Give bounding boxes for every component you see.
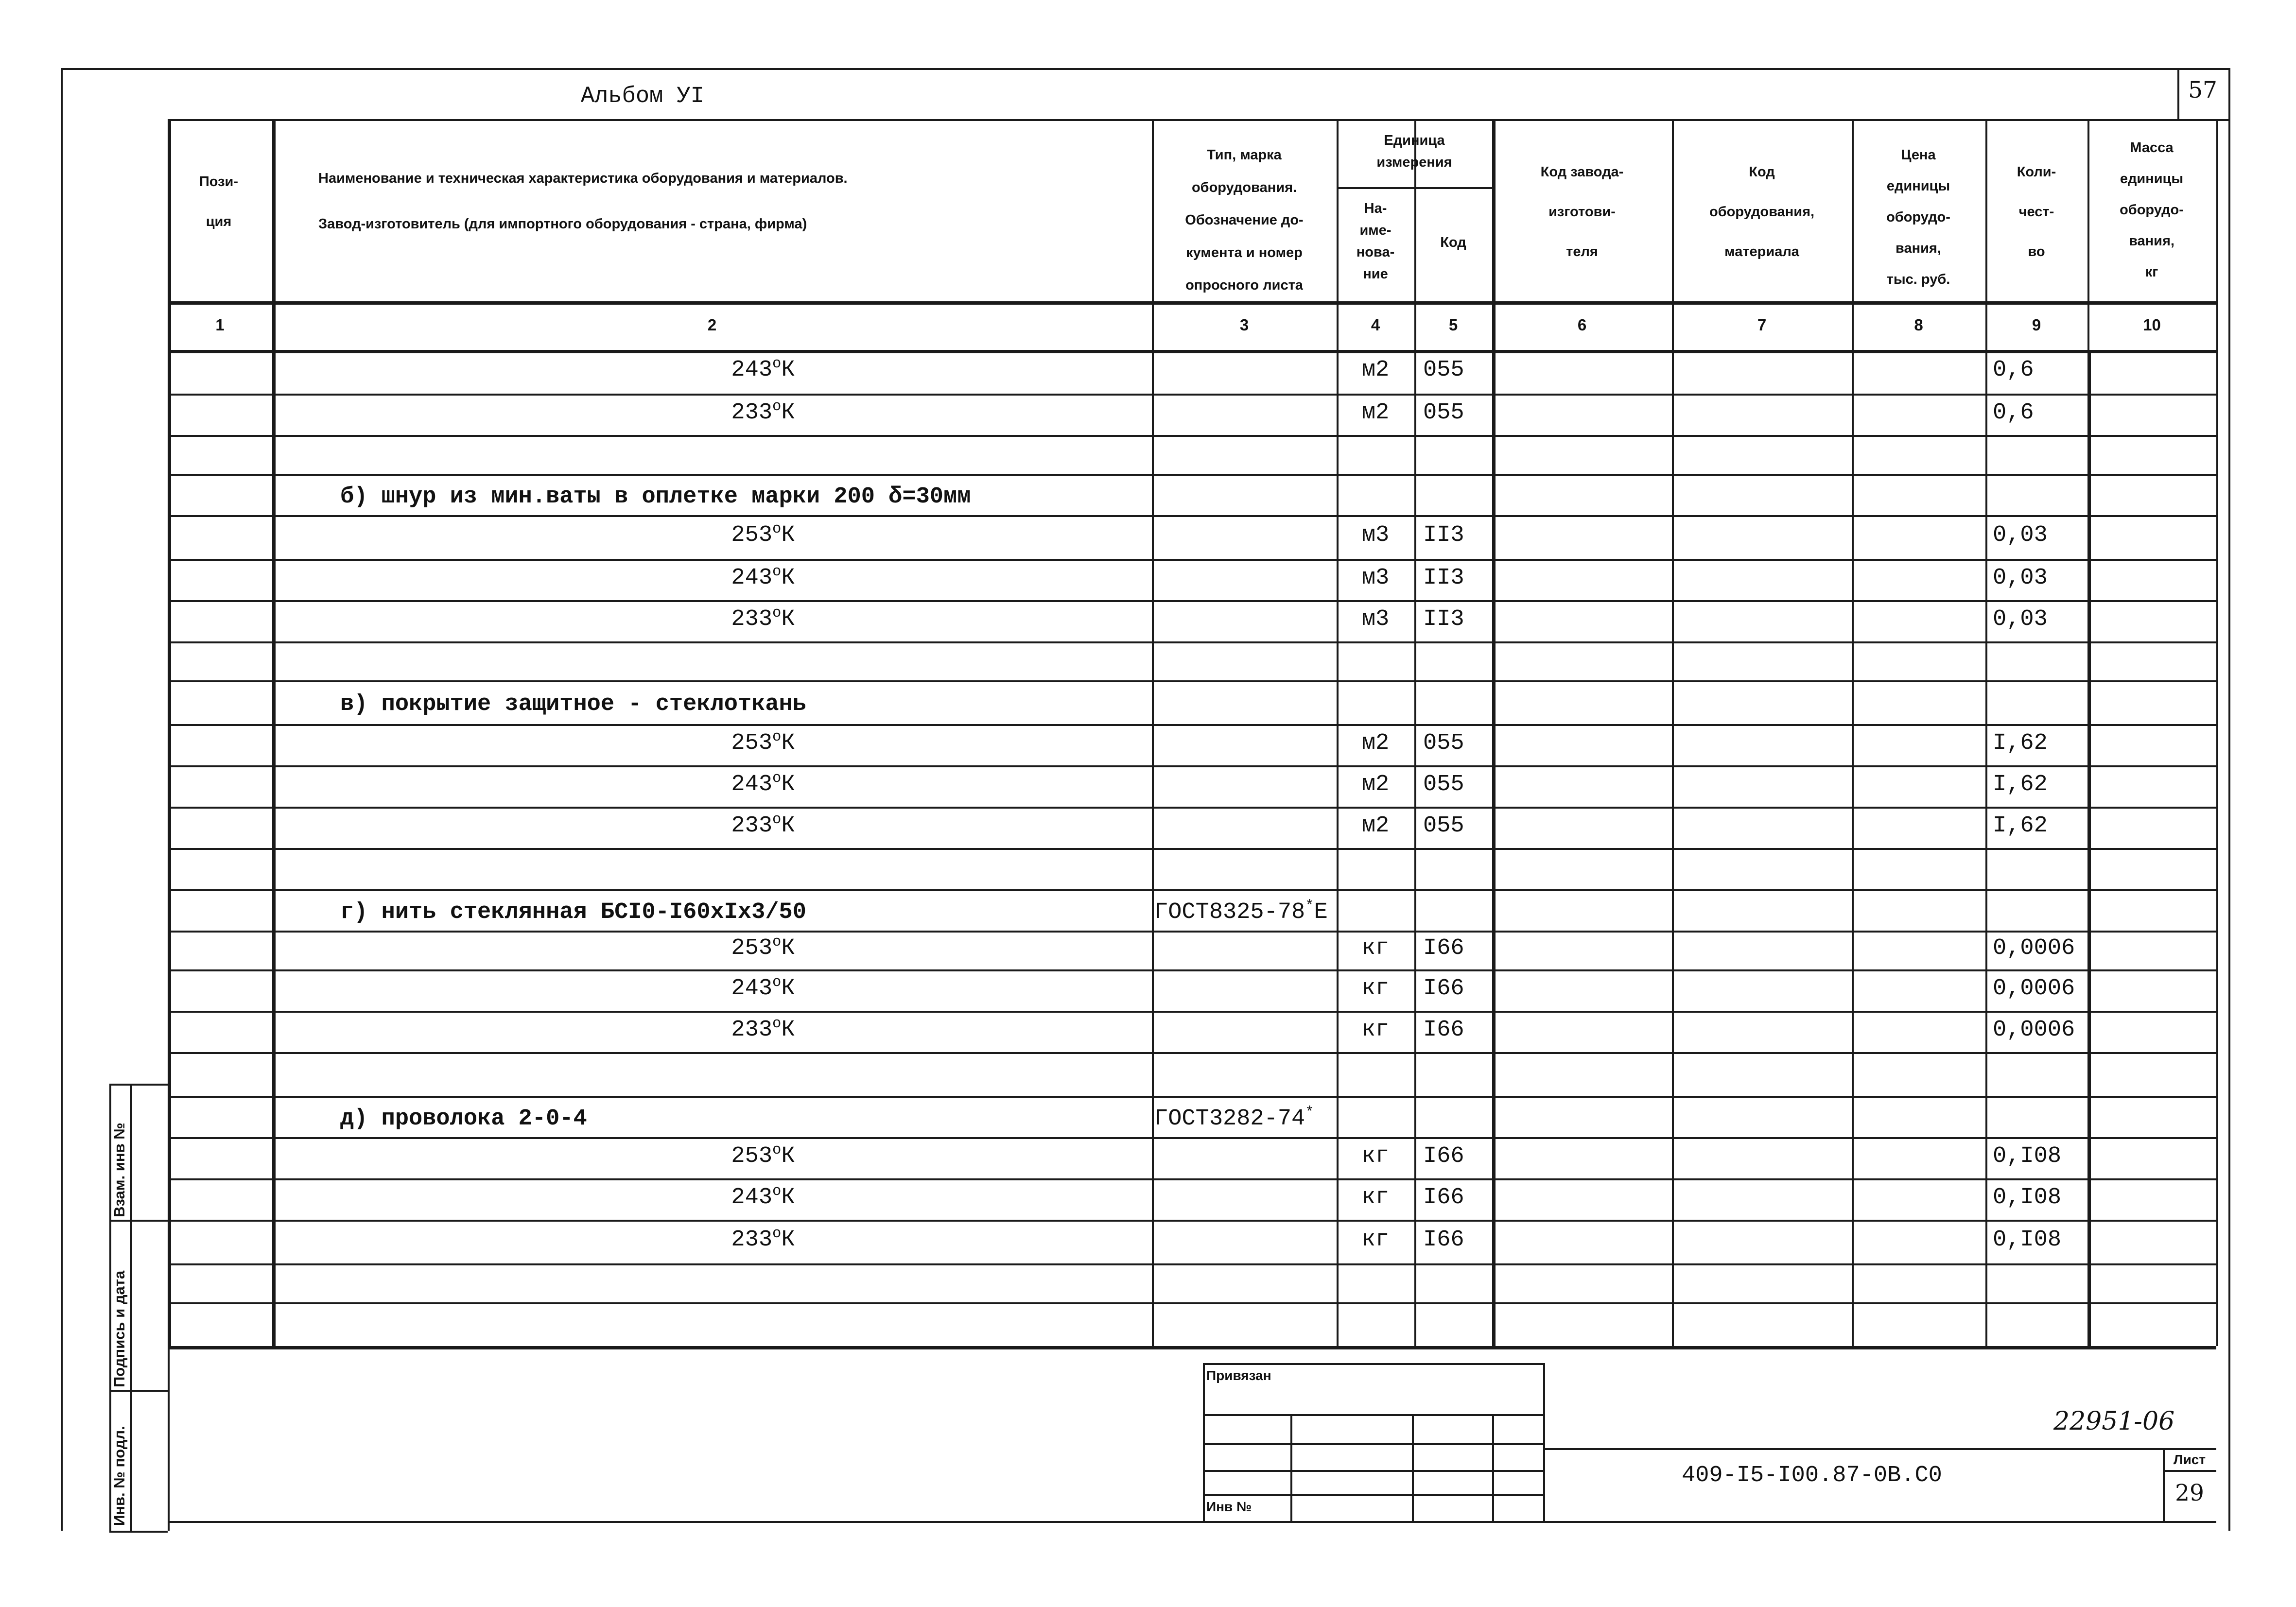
header-position: Пози- xyxy=(199,174,239,190)
unit-name: м2 xyxy=(1361,357,1390,383)
column-number: 9 xyxy=(2032,316,2041,334)
header-manufacturer-code: Код завода- xyxy=(1540,164,1624,180)
item-temperature: $253^оК$ xyxy=(731,521,795,548)
unit-name: кг xyxy=(1361,1227,1390,1253)
rule-h xyxy=(168,301,2216,305)
quantity: 0,6 xyxy=(1993,357,2034,383)
rule-h xyxy=(168,559,2216,561)
item-temperature: $233^оК$ xyxy=(731,605,795,632)
degree-sign: о xyxy=(772,563,782,580)
unit-code: I66 xyxy=(1423,1227,1464,1253)
handwritten-number: 22951-06 xyxy=(2053,1407,2175,1436)
column-number: 7 xyxy=(1757,316,1767,334)
rule-v xyxy=(1337,119,1339,1346)
column-number: 8 xyxy=(1914,316,1923,334)
header-type: Тип, марка xyxy=(1207,147,1282,163)
header-name-line1: Наименование и техническая характеристика оборудования и материалов. xyxy=(318,171,848,186)
column-number: 4 xyxy=(1371,316,1380,334)
header-unit-name: ние xyxy=(1363,266,1388,282)
unit-code: 055 xyxy=(1423,399,1464,426)
rule-v xyxy=(168,1346,170,1531)
kelvin-unit: К xyxy=(781,606,795,632)
unit-code: II3 xyxy=(1423,522,1464,548)
sheet-number: 29 xyxy=(2175,1480,2204,1506)
rule-h xyxy=(109,1220,168,1222)
unit-name: м3 xyxy=(1361,522,1390,548)
unit-code: 055 xyxy=(1423,812,1464,839)
degree-sign: о xyxy=(772,356,782,373)
rule-v xyxy=(1203,1363,1205,1521)
header-mass: оборудо- xyxy=(2120,202,2184,218)
side-label-replacement-inventory: Взам. инв № xyxy=(111,1123,128,1217)
rule-h xyxy=(168,350,2216,353)
item-temperature: $253^оК$ xyxy=(731,934,795,961)
rule-h xyxy=(168,1302,2216,1304)
rule-h xyxy=(168,889,2216,891)
header-manufacturer-code: теля xyxy=(1566,244,1598,259)
rule-v xyxy=(1492,1414,1494,1521)
kelvin-unit: К xyxy=(781,522,795,548)
rule-v xyxy=(61,68,63,1531)
header-mass: Масса xyxy=(2130,140,2174,156)
rule-h xyxy=(168,435,2216,437)
quantity: 0,I08 xyxy=(1993,1227,2062,1253)
unit-code: II3 xyxy=(1423,565,1464,591)
quantity: 0,I08 xyxy=(1993,1143,2062,1169)
rule-v xyxy=(1152,119,1154,1346)
rule-h xyxy=(168,848,2216,850)
side-label-original-inventory: Инв. № подл. xyxy=(111,1426,128,1526)
item-temperature: $243^оК$ xyxy=(731,974,795,1002)
unit-code: I66 xyxy=(1423,1184,1464,1210)
rule-h xyxy=(168,1178,2216,1180)
unit-code: I66 xyxy=(1423,975,1464,1002)
item-temperature: $243^оК$ xyxy=(731,356,795,383)
rule-v xyxy=(130,1084,132,1531)
header-mass: единицы xyxy=(2120,171,2184,187)
header-price: тыс. руб. xyxy=(1886,272,1950,287)
item-temperature: $253^оК$ xyxy=(731,1141,795,1169)
degree-sign: о xyxy=(772,1183,782,1200)
rule-h xyxy=(168,931,2216,933)
kelvin-unit: К xyxy=(781,935,795,961)
header-unit-name: име- xyxy=(1359,223,1392,238)
rule-h xyxy=(168,1346,2216,1349)
rule-v xyxy=(1985,119,1987,1346)
kelvin-unit: К xyxy=(781,1143,795,1169)
quantity: 0,03 xyxy=(1993,522,2048,548)
document-reference: ГОСТ8325-78*E xyxy=(1154,898,1328,925)
page-number: 57 xyxy=(2188,77,2217,104)
header-manufacturer-code: изготови- xyxy=(1548,204,1616,220)
rule-h xyxy=(168,765,2216,767)
rule-h xyxy=(1543,1448,2216,1450)
column-number: 6 xyxy=(1577,316,1587,334)
degree-sign: о xyxy=(772,770,782,787)
header-unit-name: На- xyxy=(1364,201,1387,216)
rule-h xyxy=(168,1137,2216,1139)
quantity: 0,0006 xyxy=(1993,1017,2075,1043)
section-heading: д) проволока 2-0-4 xyxy=(340,1106,587,1132)
header-equipment-code: оборудования, xyxy=(1709,204,1815,220)
unit-name: м2 xyxy=(1361,730,1390,756)
rule-h xyxy=(168,394,2216,396)
document-code: 409-I5-I00.87-0B.C0 xyxy=(1682,1463,1942,1488)
kelvin-unit: К xyxy=(781,399,795,426)
header-mass: кг xyxy=(2145,264,2158,280)
degree-sign: о xyxy=(772,1226,782,1243)
quantity: I,62 xyxy=(1993,771,2048,797)
header-unit: Единица xyxy=(1384,133,1445,148)
degree-sign: о xyxy=(772,728,782,745)
rule-v xyxy=(272,119,276,1346)
rule-v xyxy=(2163,1448,2165,1521)
header-unit: измерения xyxy=(1376,155,1452,170)
header-type: Обозначение до- xyxy=(1185,212,1304,228)
item-temperature: $233^оК$ xyxy=(731,1015,795,1043)
header-type: оборудования. xyxy=(1191,180,1297,195)
section-heading: г) нить стеклянная БСI0-I60xIx3/50 xyxy=(340,899,806,925)
rule-v xyxy=(1543,1363,1545,1521)
unit-code: 055 xyxy=(1423,357,1464,383)
rule-h xyxy=(168,1096,2216,1098)
stamp-inventory-number: Инв № xyxy=(1206,1499,1252,1514)
rule-h xyxy=(168,1220,2216,1222)
kelvin-unit: К xyxy=(781,975,795,1002)
unit-name: кг xyxy=(1361,935,1390,961)
rule-h xyxy=(1203,1363,1543,1365)
document-reference-mark: * xyxy=(1305,898,1314,915)
kelvin-unit: К xyxy=(781,771,795,797)
rule-h xyxy=(168,119,2216,121)
unit-name: кг xyxy=(1361,975,1390,1002)
item-temperature: $233^оК$ xyxy=(731,398,795,426)
unit-name: м3 xyxy=(1361,606,1390,632)
unit-name: м2 xyxy=(1361,812,1390,839)
rule-h xyxy=(168,1521,2216,1523)
rule-v xyxy=(1852,119,1854,1346)
header-quantity: во xyxy=(2028,244,2045,259)
degree-sign: о xyxy=(772,811,782,828)
column-number: 5 xyxy=(1448,316,1458,334)
column-number: 3 xyxy=(1239,316,1249,334)
rule-h xyxy=(168,1052,2216,1054)
rule-h xyxy=(109,1390,168,1392)
unit-code: I66 xyxy=(1423,935,1464,961)
kelvin-unit: К xyxy=(781,730,795,756)
header-price: вания, xyxy=(1896,241,1941,256)
column-number: 1 xyxy=(215,316,225,334)
quantity: 0,0006 xyxy=(1993,975,2075,1002)
quantity: 0,0006 xyxy=(1993,935,2075,961)
header-equipment-code: Код xyxy=(1749,164,1775,180)
unit-code: II3 xyxy=(1423,606,1464,632)
kelvin-unit: К xyxy=(781,357,795,383)
header-type: кумента и номер xyxy=(1186,245,1303,260)
unit-name: м2 xyxy=(1361,399,1390,426)
section-heading: в) покрытие защитное - стеклоткань xyxy=(340,691,806,717)
unit-name: м3 xyxy=(1361,565,1390,591)
rule-h xyxy=(168,969,2216,971)
unit-name: кг xyxy=(1361,1017,1390,1043)
degree-sign: о xyxy=(772,934,782,951)
rule-h xyxy=(168,474,2216,476)
rule-v xyxy=(168,119,171,1346)
header-price: единицы xyxy=(1886,178,1950,194)
header-price: Цена xyxy=(1901,147,1936,163)
section-heading: б) шнур из мин.ваты в оплетке марки 200 δ=30мм xyxy=(340,484,971,510)
item-temperature: $243^оК$ xyxy=(731,1183,795,1210)
rule-v xyxy=(1414,119,1416,1346)
side-label-signature-date: Подпись и дата xyxy=(111,1270,128,1387)
header-equipment-code: материала xyxy=(1724,244,1799,259)
quantity: 0,03 xyxy=(1993,565,2048,591)
kelvin-unit: К xyxy=(781,1227,795,1253)
header-name-line2: Завод-изготовитель (для импортного оборудования - страна, фирма) xyxy=(318,216,807,232)
rule-v xyxy=(2177,68,2179,119)
rule-v xyxy=(1290,1414,1292,1521)
header-quantity: чест- xyxy=(2018,204,2054,220)
quantity: 0,03 xyxy=(1993,606,2048,632)
quantity: 0,I08 xyxy=(1993,1184,2062,1210)
rule-v xyxy=(1412,1414,1414,1521)
rule-v xyxy=(2228,68,2230,1531)
header-price: оборудо- xyxy=(1886,209,1950,225)
quantity: 0,6 xyxy=(1993,399,2034,426)
quantity: I,62 xyxy=(1993,812,2048,839)
unit-code: I66 xyxy=(1423,1143,1464,1169)
quantity: I,62 xyxy=(1993,730,2048,756)
item-temperature: $253^оК$ xyxy=(731,728,795,756)
rule-h xyxy=(168,641,2216,643)
rule-h xyxy=(168,600,2216,602)
stamp-privyazan: Привязан xyxy=(1206,1368,1271,1383)
rule-h xyxy=(1337,187,1492,189)
rule-h xyxy=(109,1531,168,1533)
kelvin-unit: К xyxy=(781,1184,795,1210)
kelvin-unit: К xyxy=(781,812,795,839)
document-reference-suffix: E xyxy=(1314,899,1328,925)
unit-code: 055 xyxy=(1423,771,1464,797)
rule-h xyxy=(2163,1470,2216,1472)
degree-sign: о xyxy=(772,605,782,622)
rule-h xyxy=(109,1084,168,1086)
rule-v xyxy=(2216,119,2218,1346)
header-type: опросного листа xyxy=(1185,277,1303,293)
item-temperature: $233^оК$ xyxy=(731,1226,795,1253)
sheet-label: Лист xyxy=(2173,1452,2206,1467)
document-reference: ГОСТ3282-74* xyxy=(1154,1104,1314,1132)
degree-sign: о xyxy=(772,974,782,991)
degree-sign: о xyxy=(772,1141,782,1158)
degree-sign: о xyxy=(772,521,782,538)
header-mass: вания, xyxy=(2129,233,2174,249)
rule-h xyxy=(168,680,2216,682)
kelvin-unit: К xyxy=(781,565,795,591)
rule-h xyxy=(168,1011,2216,1013)
header-position: ция xyxy=(206,214,232,229)
unit-name: кг xyxy=(1361,1184,1390,1210)
item-temperature: $243^оК$ xyxy=(731,563,795,591)
column-number: 10 xyxy=(2143,316,2161,334)
album-title: Альбом УI xyxy=(581,84,704,109)
rule-h xyxy=(168,1263,2216,1265)
rule-h xyxy=(168,724,2216,726)
unit-code: I66 xyxy=(1423,1017,1464,1043)
rule-h xyxy=(168,807,2216,809)
rule-h xyxy=(61,68,2228,70)
header-unit-code: Код xyxy=(1440,235,1466,250)
degree-sign: о xyxy=(772,1015,782,1032)
item-temperature: $233^оК$ xyxy=(731,811,795,839)
header-quantity: Коли- xyxy=(2017,164,2056,180)
item-temperature: $243^оК$ xyxy=(731,770,795,797)
header-unit-name: нова- xyxy=(1356,244,1395,260)
unit-name: кг xyxy=(1361,1143,1390,1169)
unit-name: м2 xyxy=(1361,771,1390,797)
rule-v xyxy=(1492,119,1496,1346)
kelvin-unit: К xyxy=(781,1017,795,1043)
document-reference-mark: * xyxy=(1305,1104,1314,1121)
rule-h xyxy=(168,515,2216,517)
degree-sign: о xyxy=(772,398,782,415)
column-number: 2 xyxy=(707,316,717,334)
rule-v xyxy=(1672,119,1674,1346)
unit-code: 055 xyxy=(1423,730,1464,756)
